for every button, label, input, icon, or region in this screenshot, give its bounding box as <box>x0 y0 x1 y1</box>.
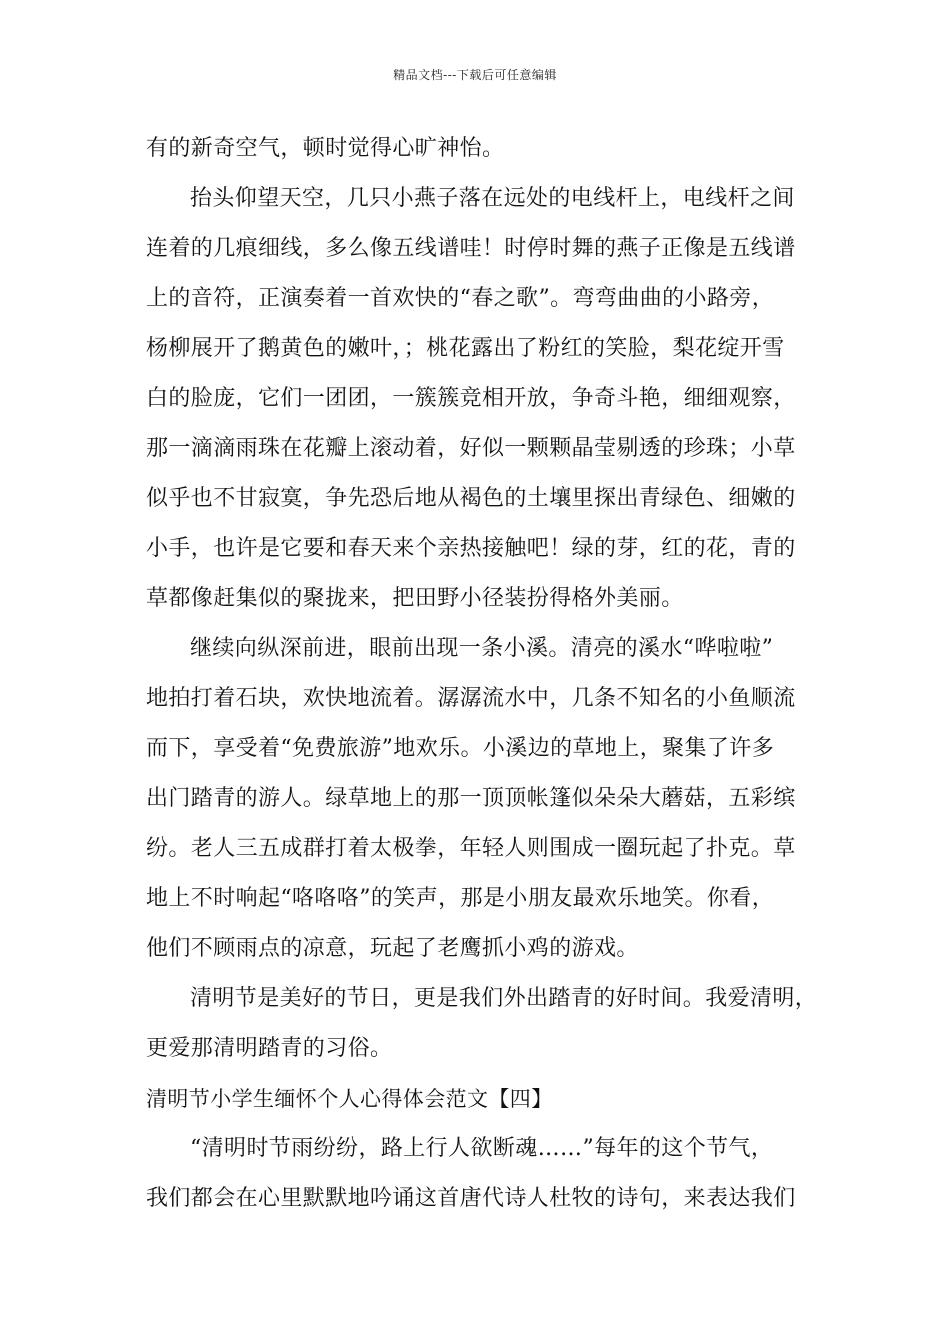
section-heading: 清明节小学生缅怀个人心得体会范文【四】 <box>146 1087 553 1111</box>
text-line: 似乎也不甘寂寞，争先恐后地从褐色的土壤里探出青绿色、细嫩的 <box>146 486 796 511</box>
text-line: “清明时节雨纷纷，路上行人欲断魂……”每年的这个节气， <box>190 1136 774 1161</box>
text-line: 杨柳展开了鹅黄色的嫩叶，；桃花露出了粉红的笑脸，梨花绽开雪 <box>146 336 785 361</box>
text-line: 草都像赶集似的聚拢来，把田野小径装扮得格外美丽。 <box>146 586 684 611</box>
text-line: 地拍打着石块，欢快地流着。潺潺流水中，几条不知名的小鱼顺流 <box>146 686 796 711</box>
page-header: 精品文档---下载后可任意编辑 <box>393 68 557 82</box>
text-line: 而下，享受着“免费旅游”地欢乐。小溪边的草地上，聚集了许多 <box>146 736 775 761</box>
text-line: 出门踏青的游人。绿草地上的那一顶顶帐篷似朵朵大蘑菇，五彩缤 <box>146 786 796 811</box>
text-line: 他们不顾雨点的凉意，玩起了老鹰抓小鸡的游戏。 <box>146 936 639 961</box>
text-line: 小手，也许是它要和春天来个亲热接触吧！绿的芽，红的花，青的 <box>146 536 796 561</box>
text-line: 抬头仰望天空，几只小燕子落在远处的电线杆上，电线杆之间 <box>190 186 795 211</box>
text-line: 上的音符，正演奏着一首欢快的“春之歌”。弯弯曲曲的小路旁， <box>146 286 775 311</box>
text-line: 纷。老人三五成群打着太极拳，年轻人则围成一圈玩起了扑克。草 <box>146 836 796 861</box>
text-line: 清明节是美好的节日，更是我们外出踏青的好时间。我爱清明， <box>190 986 818 1011</box>
text-line: 连着的几痕细线，多么像五线谱哇！时停时舞的燕子正像是五线谱 <box>146 236 796 261</box>
document-body <box>146 124 826 1224</box>
text-line: 更爱那清明踏青的习俗。 <box>146 1036 393 1061</box>
text-line: 有的新奇空气，顿时觉得心旷神怡。 <box>146 136 505 161</box>
text-line: 继续向纵深前进，眼前出现一条小溪。清亮的溪水“哗啦啦” <box>190 636 774 661</box>
text-line: 那一滴滴雨珠在花瓣上滚动着，好似一颗颗晶莹剔透的珍珠；小草 <box>146 436 796 461</box>
text-line: 地上不时响起“咯咯咯”的笑声，那是小朋友最欢乐地笑。你看， <box>146 886 775 911</box>
text-line: 白的脸庞，它们一团团，一簇簇竞相开放，争奇斗艳，细细观察， <box>146 386 796 411</box>
text-line: 我们都会在心里默默地吟诵这首唐代诗人杜牧的诗句，来表达我们 <box>146 1186 796 1211</box>
